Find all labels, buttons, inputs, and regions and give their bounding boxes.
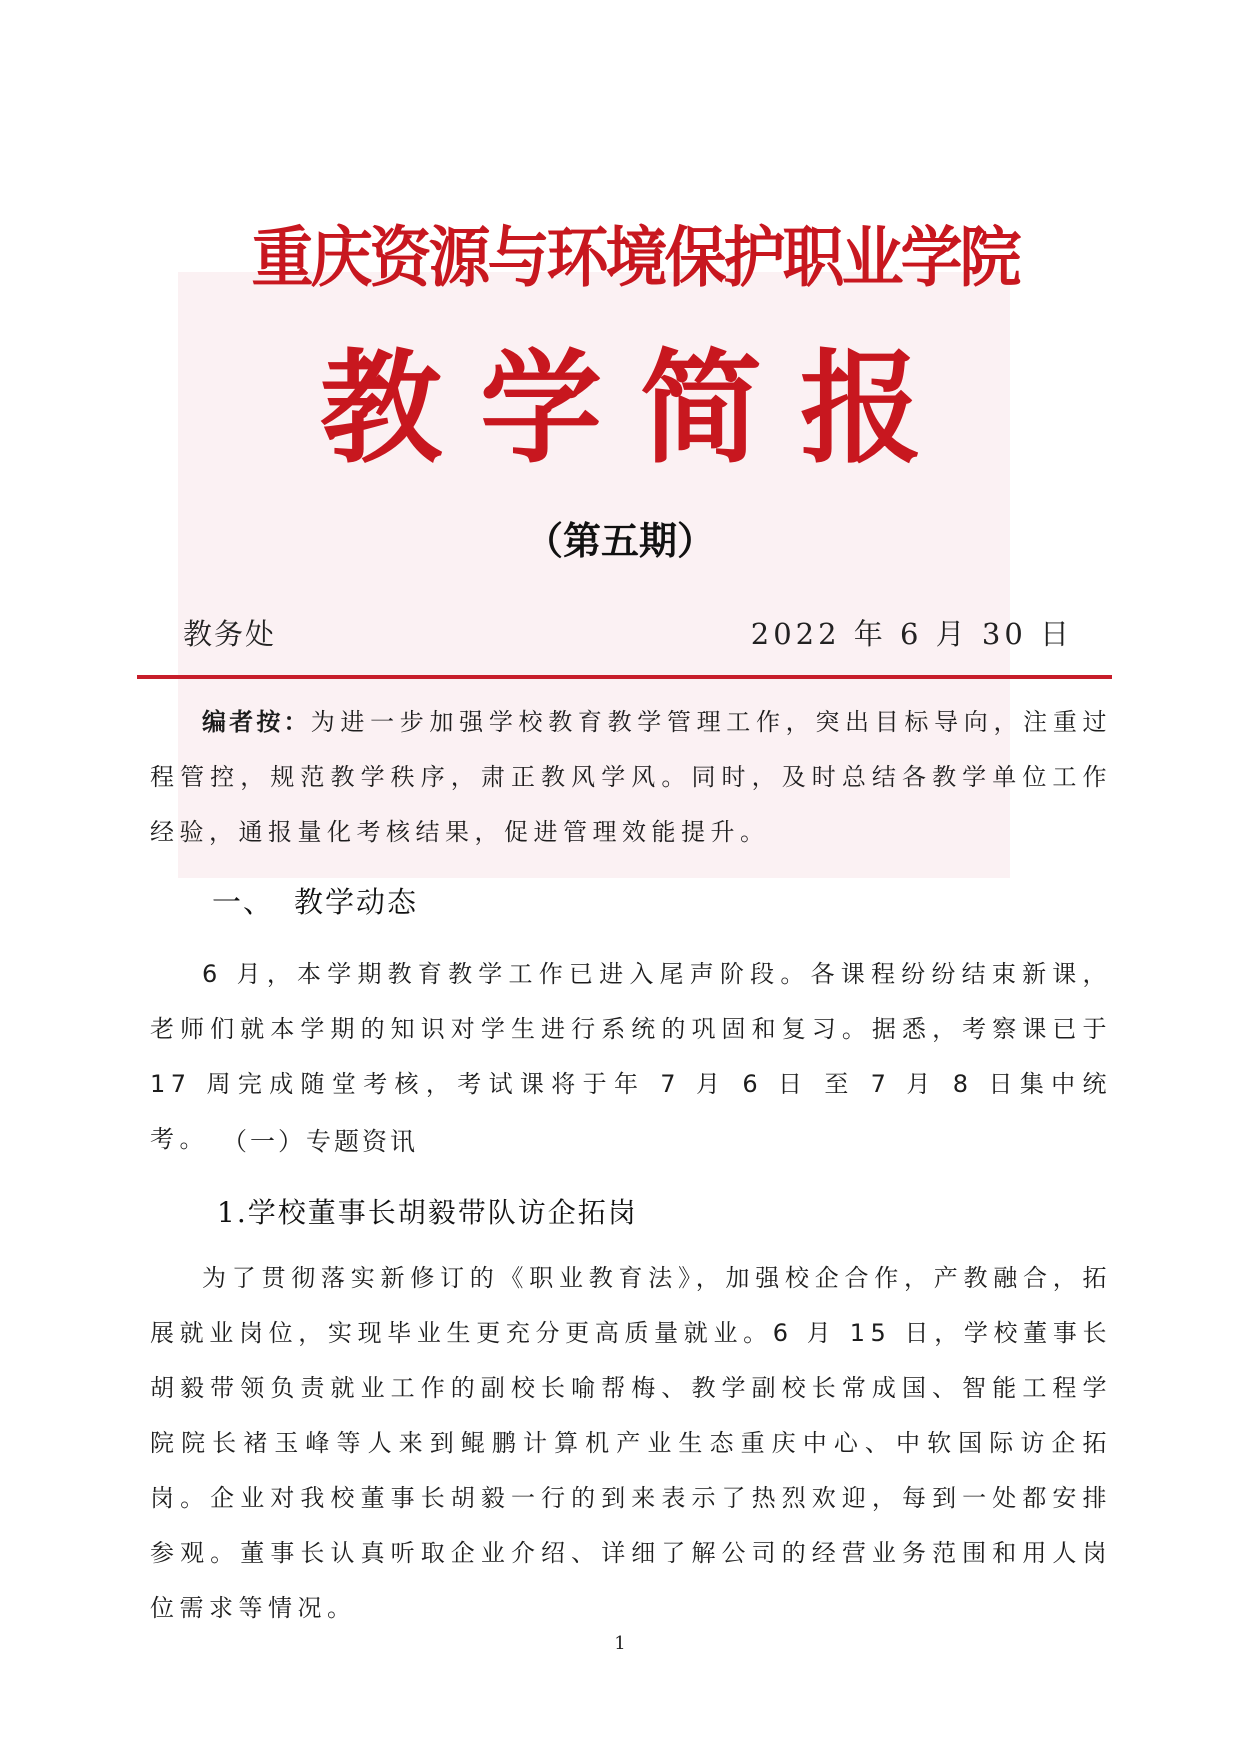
- department: 教务处: [183, 617, 277, 651]
- article-heading: 1.学校董事长胡毅带队访企拓岗: [217, 1196, 638, 1229]
- section-intro-paragraph: 6 月，本学期教育教学工作已进入尾声阶段。各课程纷纷结束新课，老师们就本学期的知识对学生进行系统的巩固和复习。据悉，考察课已于 17 周完成随堂考核，考试课将于年 7 月 6 日 至 7 月 8 日集中统考。: [150, 960, 1112, 1153]
- header-divider: [137, 675, 1112, 679]
- section-number: 一、: [212, 885, 275, 919]
- school-name: 重庆资源与环境保护职业学院: [251, 219, 1019, 296]
- issue-number: （第五期）: [524, 518, 715, 563]
- section-heading: [212, 880, 418, 924]
- editor-note: [150, 694, 1112, 860]
- bulletin-title: 教学简报: [320, 336, 960, 480]
- article-body-paragraph: 为了贯彻落实新修订的《职业教育法》，加强校企合作，产教融合，拓展就业岗位，实现毕业生更充分更高质量就业。6 月 15 日，学校董事长胡毅带领负责就业工作的副校长喻帮梅、教学副校长常成国、智能工程学院院长褚玉峰等人来到鲲鹏计算机产业生态重庆中心、中软国际访企拓岗。企业对我校董事长胡毅一行的到来表示了热烈欢迎，每到一处都安排参观。董事长认真听取企业介绍、详细了解公司的经营业务范围和用人岗位需求等情况。: [150, 1264, 1112, 1622]
- editor-note-label: 编者按：: [202, 707, 311, 736]
- editor-note-text: 为进一步加强学校教育教学管理工作，突出目标导向，注重过程管控，规范教学秩序，肃正教风学风。同时，及时总结各教学单位工作经验，通报量化考核结果，促进管理效能提升。: [150, 708, 1112, 846]
- publish-date: 2022 年 6 月 30 日: [750, 617, 1073, 651]
- page-number: 1: [614, 1633, 626, 1654]
- section-title: 教学动态: [294, 885, 419, 919]
- masthead-meta: [183, 612, 1073, 652]
- subsection-heading: （一）专题资讯: [222, 1127, 419, 1156]
